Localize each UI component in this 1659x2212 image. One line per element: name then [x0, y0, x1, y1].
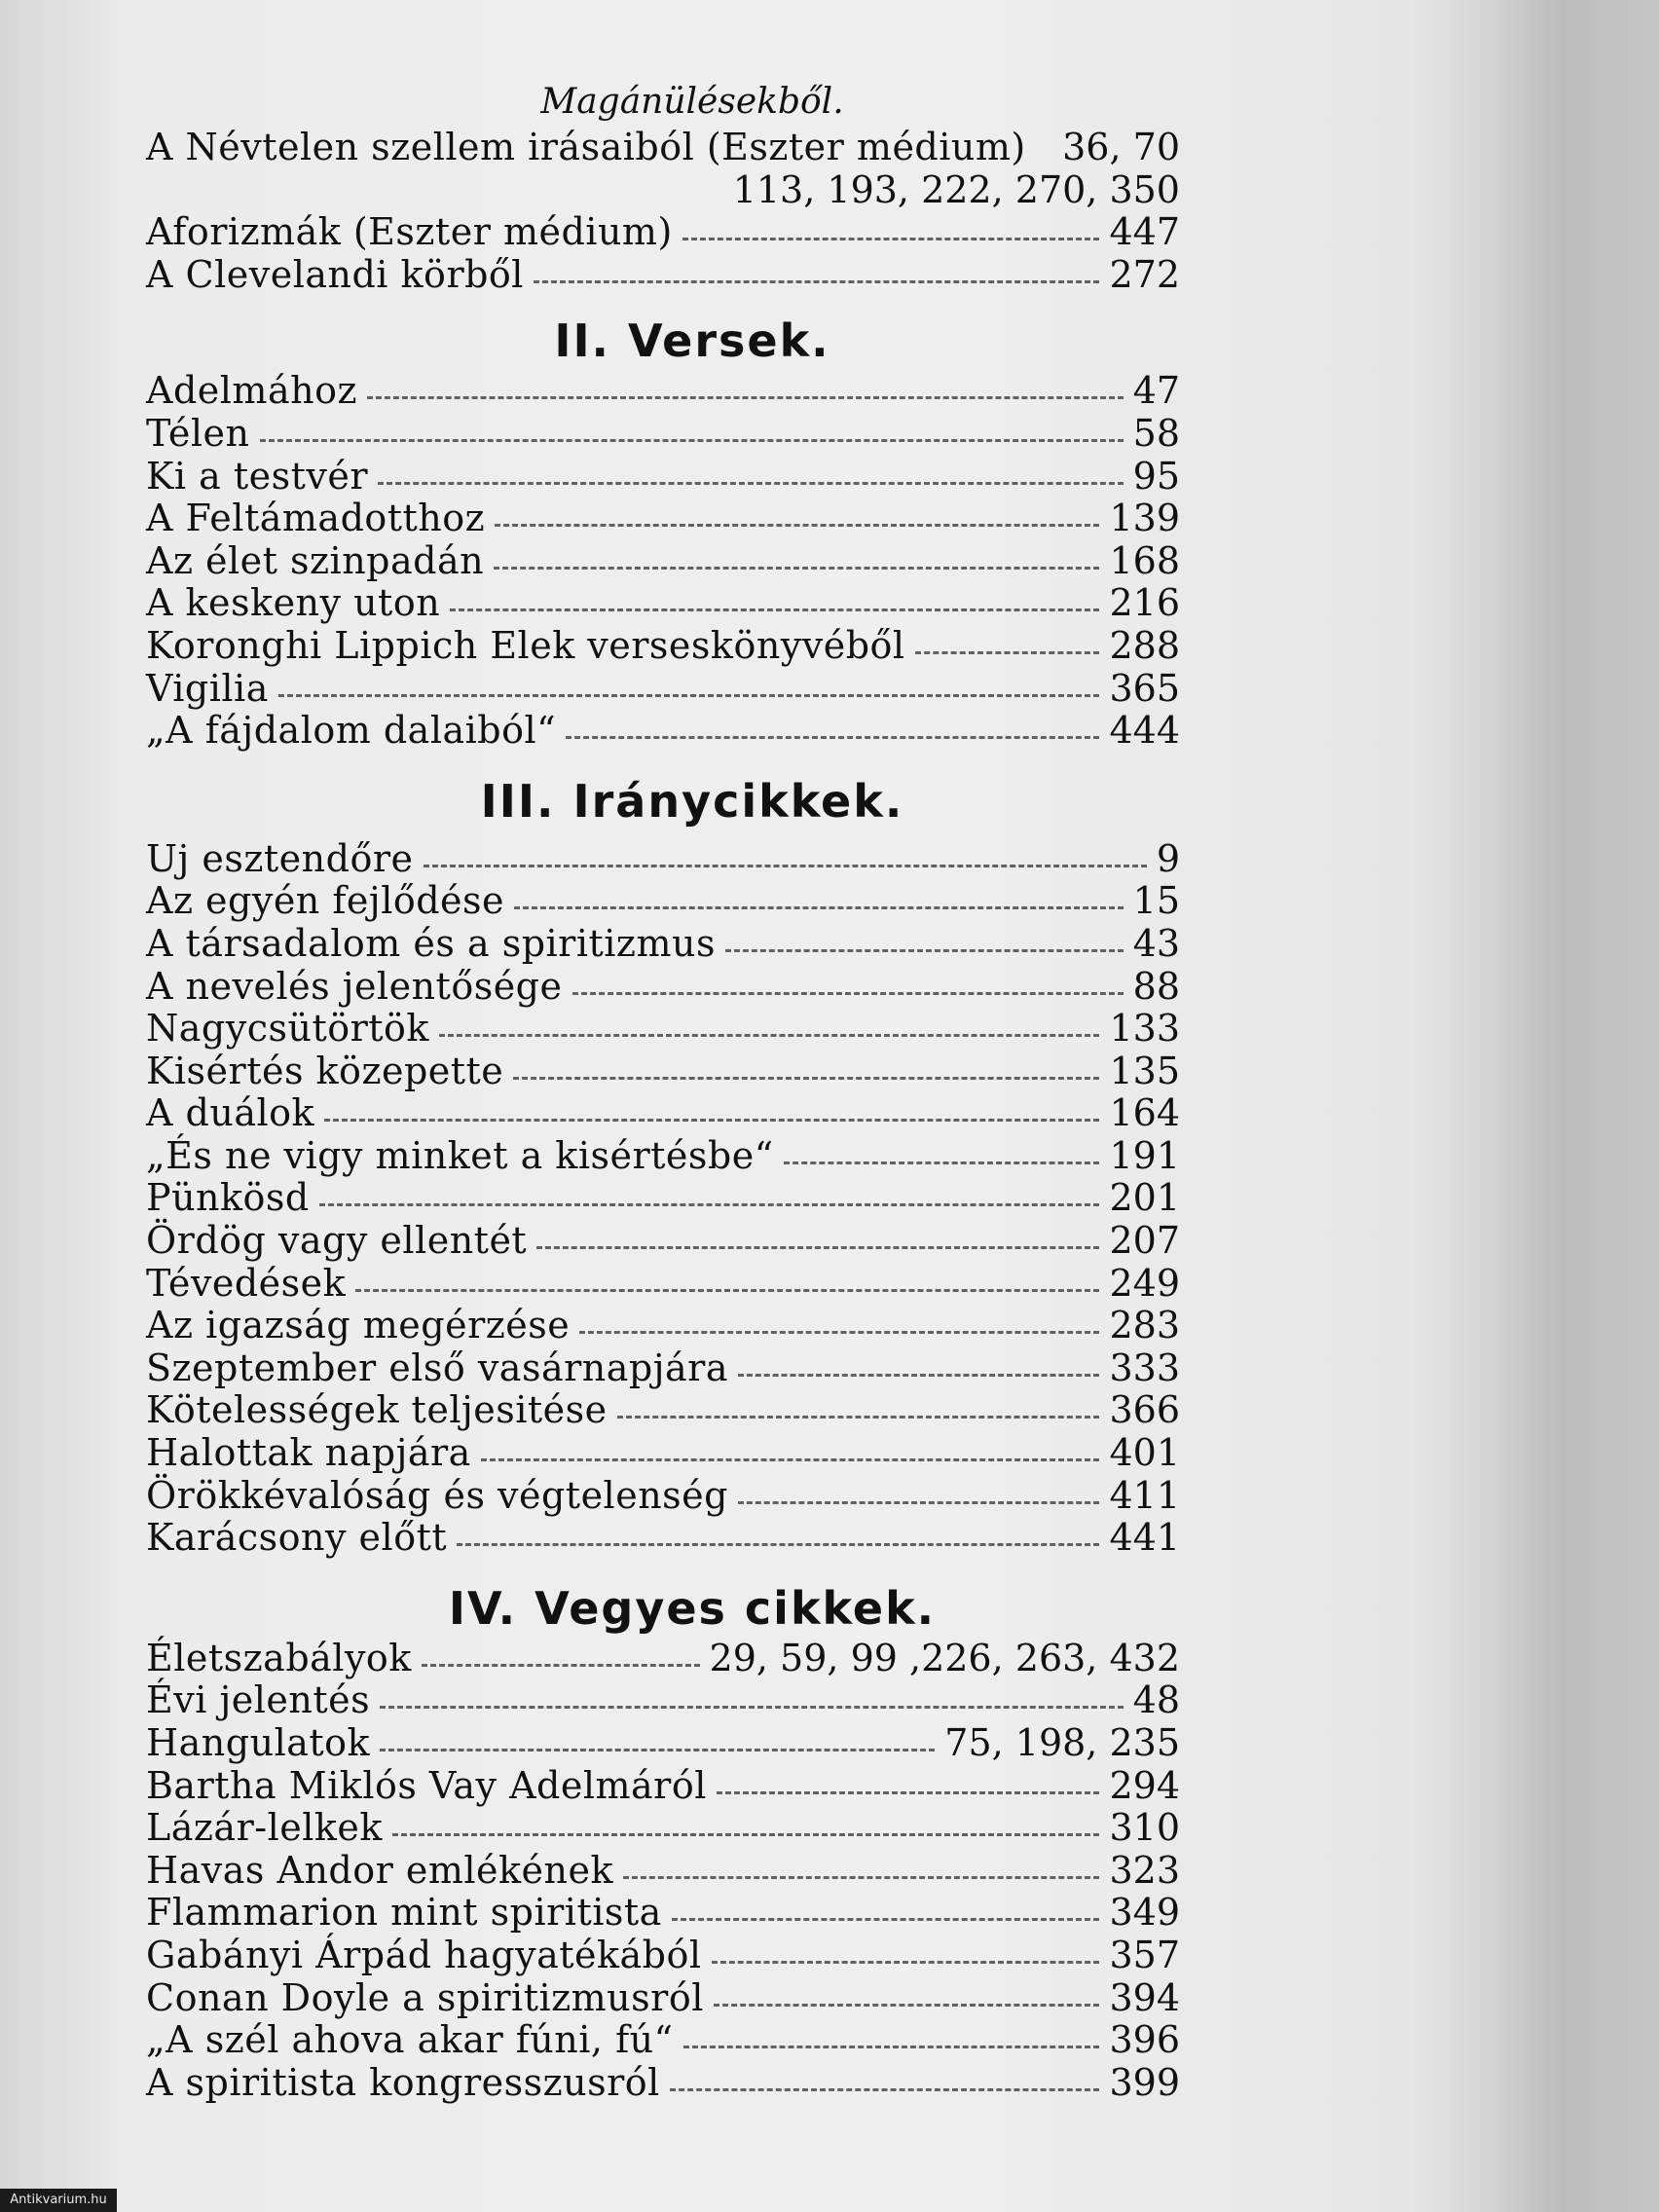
- leader-dots: [725, 940, 1124, 952]
- entry-pages: 164: [1109, 1091, 1180, 1135]
- toc-entry: [146, 1220, 1180, 1263]
- entry-title: Kisértés közepette: [146, 1049, 504, 1092]
- entry-pages: 399: [1109, 2060, 1180, 2104]
- toc-entry: [146, 1892, 1180, 1935]
- toc-entry: [146, 1850, 1180, 1893]
- leader-dots: [572, 982, 1124, 995]
- entry-pages: 48: [1132, 1678, 1180, 1722]
- leader-dots: [738, 1492, 1099, 1504]
- leader-dots: [534, 271, 1100, 283]
- entry-title: Hangulatok: [146, 1721, 371, 1764]
- toc-entry: [146, 1347, 1180, 1390]
- leader-dots: [495, 514, 1099, 527]
- toc-entry: [146, 1263, 1180, 1306]
- leader-dots: [367, 387, 1124, 399]
- entry-pages: 207: [1109, 1219, 1180, 1263]
- toc-entry: [146, 838, 1180, 881]
- toc-entry: [146, 1135, 1180, 1178]
- entry-pages: 310: [1109, 1806, 1180, 1850]
- entry-title: „A szél ahova akar fúni, fú“: [146, 2018, 674, 2062]
- entry-title: A nevelés jelentősége: [146, 964, 563, 1008]
- section-heading-versek: II. Versek.: [554, 314, 830, 368]
- entry-title: Az igazság megérzése: [146, 1304, 571, 1347]
- entry-title: Halottak napjára: [146, 1431, 471, 1475]
- entry-pages: 349: [1109, 1891, 1180, 1935]
- leader-dots: [494, 557, 1099, 570]
- entry-pages: 249: [1109, 1261, 1180, 1305]
- entry-pages: 357: [1109, 1933, 1180, 1976]
- toc-entry: [146, 1092, 1180, 1135]
- entry-pages: 201: [1109, 1176, 1180, 1220]
- entry-title: A Névtelen szellem irásaiból (Eszter médium): [146, 126, 1026, 168]
- toc-entry: [146, 2062, 1180, 2105]
- toc-entry: [146, 582, 1180, 625]
- leader-dots: [623, 1866, 1099, 1879]
- toc-entry: [146, 1177, 1180, 1220]
- leader-dots: [450, 599, 1099, 611]
- leader-dots: [566, 726, 1099, 739]
- leader-dots: [319, 1194, 1100, 1206]
- entry-pages: 168: [1109, 538, 1180, 582]
- entry-title: Kötelességek teljesitése: [146, 1388, 608, 1432]
- toc-entry: [146, 1722, 1180, 1765]
- toc-entry: [146, 923, 1180, 966]
- entry-pages: 294: [1109, 1763, 1180, 1807]
- entry-title: Évi jelentés: [146, 1678, 371, 1722]
- entry-title: Flammarion mint spiritista: [146, 1891, 662, 1935]
- entry-pages: 272: [1109, 252, 1180, 296]
- entry-title: Szeptember első vasárnapjára: [146, 1346, 728, 1389]
- entry-pages: 58: [1132, 411, 1180, 455]
- entry-pages: 133: [1109, 1007, 1180, 1051]
- entry-title: Lázár-lelkek: [146, 1806, 383, 1850]
- leader-dots: [670, 2079, 1100, 2091]
- entry-title: A duálok: [146, 1091, 315, 1135]
- entry-pages: 323: [1109, 1848, 1180, 1892]
- toc-entry: [146, 668, 1180, 711]
- leader-dots: [380, 1739, 935, 1751]
- leader-dots: [672, 1908, 1100, 1921]
- leader-dots: [712, 1951, 1100, 1964]
- leader-dots: [392, 1824, 1100, 1836]
- entry-pages: 88: [1132, 964, 1180, 1008]
- leader-dots: [714, 1994, 1100, 2007]
- toc-entry: [146, 413, 1180, 456]
- entry-pages: 283: [1109, 1304, 1180, 1347]
- toc-entry: [146, 1679, 1180, 1722]
- entry-title: Tévedések: [146, 1261, 347, 1305]
- leader-dots: [481, 1449, 1100, 1461]
- entry-title: A Clevelandi körből: [146, 252, 524, 296]
- entry-title: Örökkévalóság és végtelenség: [146, 1473, 728, 1517]
- toc-entry: [146, 1935, 1180, 1977]
- toc-entry: [146, 880, 1180, 923]
- leader-dots: [514, 897, 1124, 909]
- leader-dots: [424, 855, 1147, 867]
- entry-pages: 394: [1109, 1975, 1180, 2019]
- entry-title: Az élet szinpadán: [146, 538, 485, 582]
- toc-entry: [146, 1008, 1180, 1051]
- toc-entry: [146, 1475, 1180, 1518]
- toc-entry: [146, 1432, 1180, 1475]
- entry-title: Az egyén fejlődése: [146, 879, 505, 923]
- entry-title: Pünkösd: [146, 1176, 310, 1220]
- leader-dots: [683, 2036, 1100, 2048]
- entry-title: Életszabályok: [146, 1636, 412, 1679]
- section-heading-maganulesekbol: Magánülésekből.: [540, 82, 844, 122]
- toc-entry: [146, 1051, 1180, 1093]
- entry-pages: 36, 70: [1062, 126, 1180, 168]
- entry-pages: 113, 193, 222, 270, 350: [732, 167, 1180, 211]
- leader-dots: [355, 1279, 1099, 1292]
- entry-title: Conan Doyle a spiritizmusról: [146, 1975, 704, 2019]
- toc-entry: [146, 1807, 1180, 1850]
- entry-title: Uj esztendőre: [146, 836, 414, 880]
- toc-entry: [146, 456, 1180, 498]
- leader-dots: [378, 472, 1124, 485]
- toc-entry: [146, 211, 1180, 254]
- entry-title: A keskeny uton: [146, 581, 441, 625]
- entry-title: Ördög vagy ellentét: [146, 1219, 528, 1263]
- entry-title: Adelmához: [146, 369, 357, 413]
- toc-entry: [146, 127, 1180, 169]
- entry-title: „És ne vigy minket a kisértésbe“: [146, 1133, 774, 1177]
- entry-pages: 216: [1109, 581, 1180, 625]
- leader-dots: [457, 1533, 1099, 1546]
- leader-dots: [278, 684, 1100, 697]
- leader-dots: [738, 1364, 1099, 1377]
- entry-title: Vigilia: [146, 666, 269, 710]
- leader-dots: [513, 1067, 1099, 1080]
- toc-entry: [146, 540, 1180, 583]
- section-heading-iranycikkek: III. Iránycikkek.: [480, 774, 904, 828]
- leader-dots: [784, 1152, 1100, 1164]
- leader-dots: [617, 1406, 1100, 1419]
- toc-entry: [146, 625, 1180, 668]
- entry-pages: 47: [1132, 369, 1180, 413]
- entry-pages: 15: [1132, 879, 1180, 923]
- entry-pages: 95: [1132, 454, 1180, 498]
- toc-entry: [146, 254, 1180, 297]
- entry-title: Gabányi Árpád hagyatékából: [146, 1933, 702, 1976]
- leader-dots: [682, 228, 1100, 240]
- toc-entry: [146, 966, 1180, 1009]
- toc-entry: [146, 370, 1180, 413]
- leader-dots: [324, 1109, 1099, 1122]
- entry-pages: 444: [1109, 709, 1180, 753]
- leader-dots: [439, 1024, 1100, 1037]
- entry-pages: 441: [1109, 1516, 1180, 1560]
- entry-pages: 411: [1109, 1473, 1180, 1517]
- entry-pages: 333: [1109, 1346, 1180, 1389]
- book-spine-shadow: [1499, 0, 1659, 2212]
- entry-title: Koronghi Lippich Elek verseskönyvéből: [146, 623, 905, 667]
- entry-pages: 288: [1109, 623, 1180, 667]
- entry-pages: 366: [1109, 1388, 1180, 1432]
- toc-entry: [146, 710, 1180, 753]
- entry-pages: 135: [1109, 1049, 1180, 1092]
- leader-dots: [579, 1321, 1099, 1334]
- entry-pages: 191: [1109, 1133, 1180, 1177]
- entry-pages: 365: [1109, 666, 1180, 710]
- toc-entry: [146, 1517, 1180, 1560]
- entry-pages: 9: [1156, 836, 1180, 880]
- leader-dots: [422, 1654, 700, 1667]
- table-of-contents: [146, 78, 1180, 2104]
- entry-pages: 396: [1109, 2018, 1180, 2062]
- entry-pages: 75, 198, 235: [944, 1721, 1180, 1764]
- entry-title: Ki a testvér: [146, 454, 369, 498]
- entry-pages: 43: [1132, 921, 1180, 965]
- section-heading-vegyes-cikkek: IV. Vegyes cikkek.: [448, 1581, 937, 1635]
- leader-dots: [915, 642, 1100, 654]
- toc-entry: [146, 1305, 1180, 1347]
- entry-title: A Feltámadotthoz: [146, 497, 486, 540]
- entry-title: „A fájdalom dalaiból“: [146, 709, 557, 753]
- entry-pages: 139: [1109, 497, 1180, 540]
- toc-entry: [146, 1765, 1180, 1808]
- leader-dots: [536, 1236, 1099, 1249]
- toc-entry-continuation: [146, 169, 1180, 212]
- entry-title: Aforizmák (Eszter médium): [146, 210, 673, 254]
- toc-entry: [146, 2019, 1180, 2062]
- toc-entry: [146, 1977, 1180, 2020]
- entry-pages: 401: [1109, 1431, 1180, 1475]
- entry-title: Télen: [146, 411, 250, 455]
- entry-title: Bartha Miklós Vay Adelmáról: [146, 1763, 707, 1807]
- watermark-logo: Antikvarium.hu: [0, 2189, 117, 2212]
- toc-entry: [146, 1638, 1180, 1680]
- entry-title: Nagycsütörtök: [146, 1007, 429, 1051]
- entry-title: A társadalom és a spiritizmus: [146, 921, 716, 965]
- toc-entry: [146, 1389, 1180, 1432]
- entry-pages: 447: [1109, 210, 1180, 254]
- entry-title: A spiritista kongresszusról: [146, 2060, 660, 2104]
- leader-dots: [380, 1696, 1124, 1709]
- entry-title: Karácsony előtt: [146, 1516, 448, 1560]
- entry-title: Havas Andor emlékének: [146, 1848, 614, 1892]
- entry-pages: 29, 59, 99 ,226, 263, 432: [709, 1636, 1180, 1679]
- leader-dots: [260, 429, 1124, 442]
- toc-entry: [146, 498, 1180, 540]
- leader-dots: [717, 1782, 1100, 1794]
